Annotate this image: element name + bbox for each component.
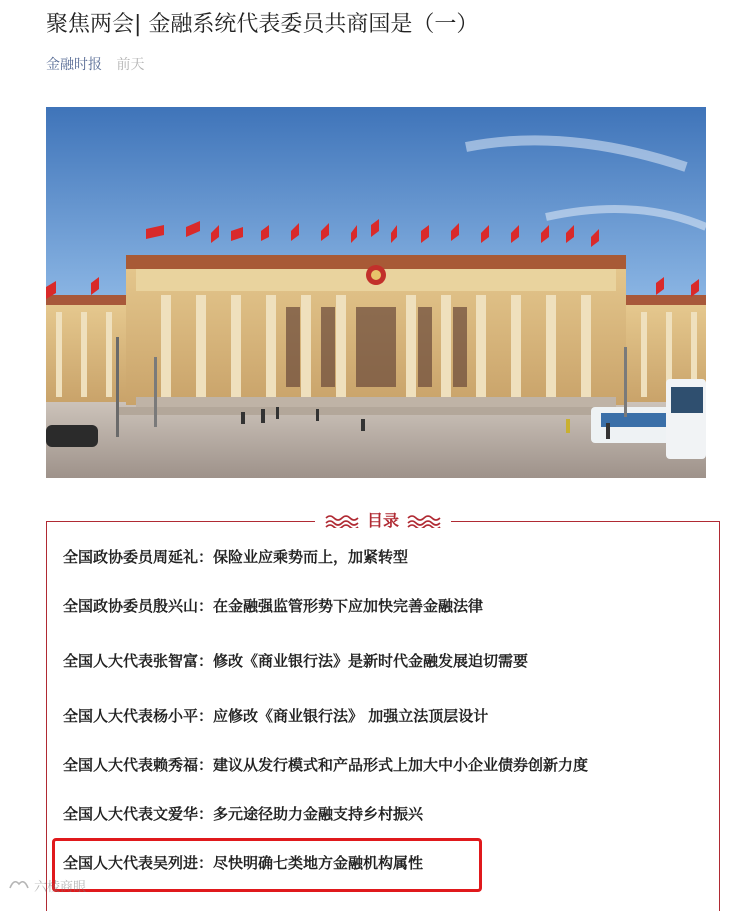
toc-item-topic: 修改《商业银行法》是新时代金融发展迫切需要 [213, 652, 529, 670]
toc-item-topic: 应修改《商业银行法》 加强立法顶层设计 [213, 707, 489, 725]
great-hall-illustration [46, 107, 706, 478]
toc-item-topic: 建议从发行模式和产品形式上加大中小企业债券创新力度 [213, 756, 589, 774]
article-source-link[interactable]: 金融时报 [46, 57, 102, 73]
toc-item-person: 全国人大代表文爱华 [63, 805, 199, 823]
toc-item-person: 全国人大代表张智富 [63, 652, 199, 670]
article-meta [46, 55, 144, 75]
article-title: 聚焦两会| 金融系统代表委员共商国是（一） [46, 12, 479, 37]
toc-item[interactable]: 全国政协委员周延礼：保险业应乘势而上，加紧转型 [63, 548, 409, 566]
toc-item[interactable]: 全国人大代表杨小平：应修改《商业银行法》 加强立法顶层设计 [63, 707, 489, 725]
toc-item[interactable]: 全国政协委员殷兴山：在金融强监管形势下应加快完善金融法律 [63, 597, 484, 615]
toc-item-person: 全国人大代表吴列进 [63, 854, 199, 872]
toc-item[interactable]: 全国人大代表吴列进：尽快明确七类地方金融机构属性 [63, 854, 424, 872]
toc-item-person: 全国人大代表赖秀福 [63, 756, 199, 774]
wave-ornament-icon [325, 514, 359, 528]
toc-item-topic: 保险业应乘势而上，加紧转型 [213, 548, 409, 566]
article-time: 前天 [116, 57, 145, 73]
toc-heading: 目录 [366, 511, 399, 530]
toc-item[interactable]: 全国人大代表文爱华：多元途径助力金融支持乡村振兴 [63, 805, 424, 823]
toc-item-person: 全国人大代表杨小平 [63, 707, 199, 725]
article-cover-image [46, 107, 706, 478]
toc-item-person: 全国政协委员周延礼 [63, 548, 199, 566]
toc-item-topic: 在金融强监管形势下应加快完善金融法律 [213, 597, 484, 615]
watermark-text: 六棱商眼 [34, 880, 87, 895]
toc-item-topic: 尽快明确七类地方金融机构属性 [213, 854, 424, 872]
watermark [8, 876, 86, 895]
toc-item-person: 全国政协委员殷兴山 [63, 597, 199, 615]
watermark-logo-icon [8, 877, 30, 895]
toc-item[interactable]: 全国人大代表张智富：修改《商业银行法》是新时代金融发展迫切需要 [63, 652, 529, 670]
toc-item-topic: 多元途径助力金融支持乡村振兴 [213, 805, 424, 823]
highlight-annotation-box [52, 838, 482, 892]
toc-item[interactable]: 全国人大代表赖秀福：建议从发行模式和产品形式上加大中小企业债券创新力度 [63, 756, 589, 774]
toc-header [47, 509, 719, 533]
wave-ornament-icon [407, 514, 441, 528]
